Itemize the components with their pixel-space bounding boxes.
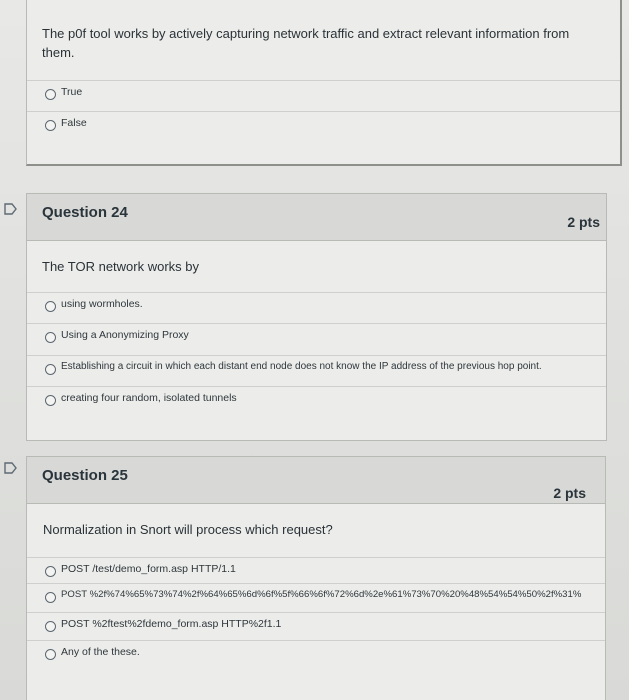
answer-label: Any of the these.	[61, 646, 140, 658]
radio-button-icon[interactable]	[45, 301, 56, 312]
flag-icon[interactable]	[4, 203, 18, 215]
answer-option[interactable]	[27, 355, 606, 384]
question-card-prev	[26, 0, 622, 166]
question-card-24	[26, 193, 607, 441]
radio-button-icon[interactable]	[45, 364, 56, 375]
question-text: The TOR network works by	[42, 259, 200, 274]
question-text: Normalization in Snort will process which request?	[43, 522, 333, 537]
radio-button-icon[interactable]	[45, 649, 56, 660]
question-header	[27, 194, 606, 241]
question-title: Question 25	[42, 467, 128, 484]
answer-option[interactable]	[27, 80, 620, 109]
answer-option[interactable]	[27, 557, 605, 586]
radio-button-icon[interactable]	[45, 621, 56, 632]
answer-option[interactable]	[27, 111, 620, 140]
answer-label: Using a Anonymizing Proxy	[61, 329, 189, 341]
radio-button-icon[interactable]	[45, 332, 56, 343]
question-points: 2 pts	[553, 485, 586, 501]
radio-button-icon[interactable]	[45, 395, 56, 406]
answer-label: using wormholes.	[61, 298, 143, 310]
answer-option[interactable]	[27, 612, 605, 641]
answer-label: POST %2ftest%2fdemo_form.asp HTTP%2f1.1	[61, 618, 282, 630]
answer-label: POST %2f%74%65%73%74%2f%64%65%6d%6f%5f%66%6f%72%6d%2e%61%73%70%20%48%54%54%50%2f%31%	[61, 589, 582, 600]
question-card-25	[26, 456, 606, 700]
answer-label: creating four random, isolated tunnels	[61, 392, 237, 404]
radio-button-icon[interactable]	[45, 592, 56, 603]
question-points: 2 pts	[567, 214, 600, 230]
answer-option[interactable]	[27, 292, 606, 321]
answer-option[interactable]	[27, 386, 606, 415]
answer-label: Establishing a circuit in which each distant end node does not know the IP address of the previous hop point.	[61, 361, 542, 372]
radio-button-icon[interactable]	[45, 566, 56, 577]
question-title: Question 24	[42, 204, 128, 221]
flag-icon[interactable]	[4, 462, 18, 474]
question-header	[27, 457, 605, 504]
radio-button-icon[interactable]	[45, 89, 56, 100]
answer-label: POST /test/demo_form.asp HTTP/1.1	[61, 563, 236, 575]
radio-button-icon[interactable]	[45, 120, 56, 131]
answer-label: False	[61, 117, 87, 129]
answer-option[interactable]	[27, 640, 605, 669]
question-text: The p0f tool works by actively capturing network traffic and extract relevant information from them.	[42, 26, 570, 60]
answer-option[interactable]	[27, 323, 606, 352]
answer-option[interactable]	[27, 583, 605, 612]
answer-label: True	[61, 86, 83, 98]
